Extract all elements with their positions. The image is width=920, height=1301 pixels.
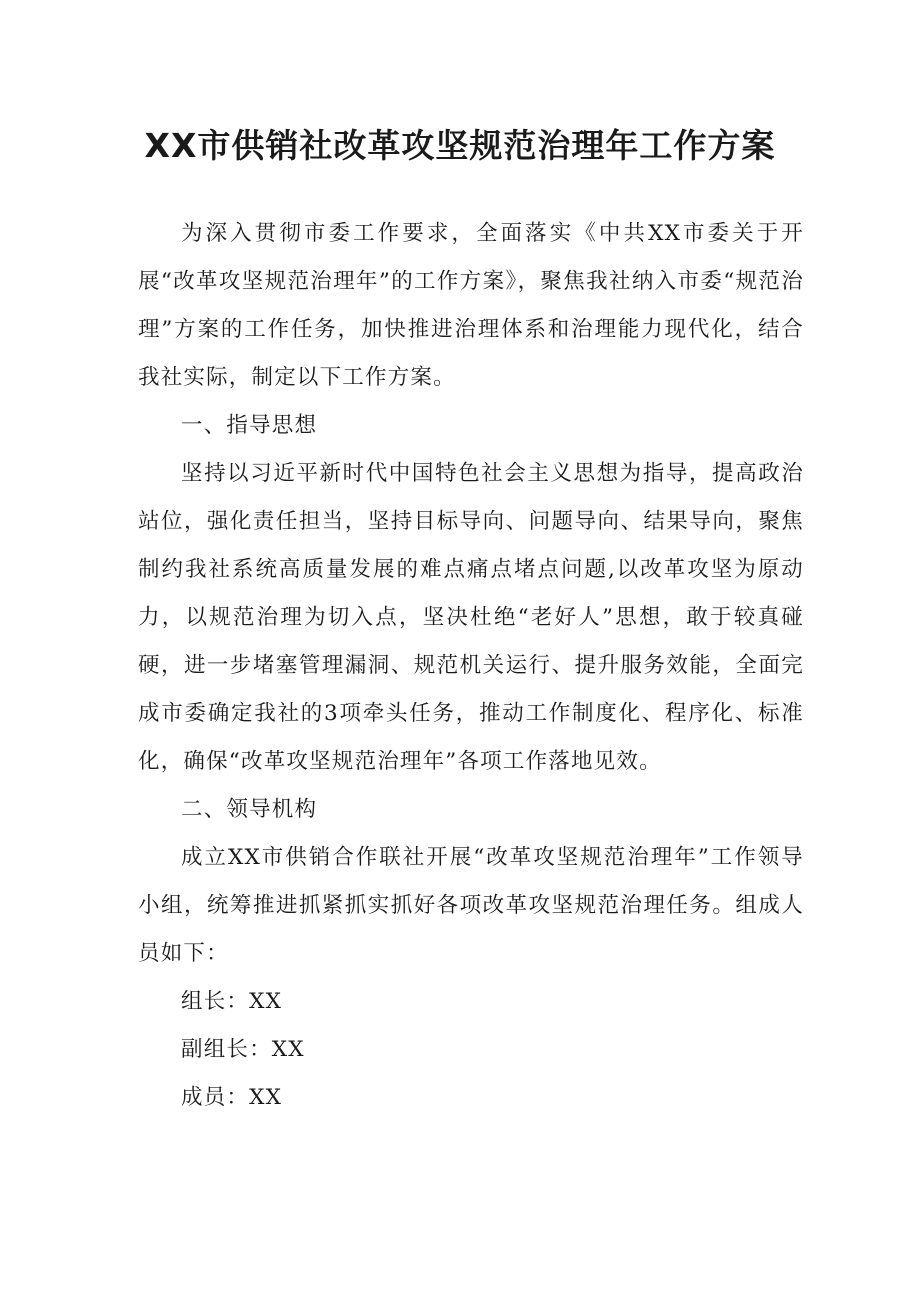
leader-line: 组长：XX bbox=[181, 989, 283, 1014]
intro-paragraph: 为深入贯彻市委工作要求，全面落实《中共XX市委关于开展“改革攻坚规范治理年”的工作方案》，聚焦我社纳入市委“规范治理”方案的工作任务，加快推进治理体系和治理能力现代化，结合我社实际，制定以下工作方案。 bbox=[138, 221, 804, 390]
document-body bbox=[138, 210, 804, 1122]
document-title: XX市供销社改革攻坚规范治理年工作方案 bbox=[144, 126, 776, 165]
guiding-ideology-paragraph: 坚持以习近平新时代中国特色社会主义思想为指导，提高政治站位，强化责任担当，坚持目标导向、问题导向、结果导向，聚焦制约我社系统高质量发展的难点痛点堵点问题,以改革攻坚为原动力，以规范治理为切入点，坚决杜绝“老好人”思想，敢于较真碰硬，进一步堵塞管理漏洞、规范机关运行、提升服务效能，全面完成市委确定我社的3项牵头任务，推动工作制度化、程序化、标准化，确保“改革攻坚规范治理年”各项工作落地见效。 bbox=[138, 461, 804, 774]
section-heading-leadership: 二、领导机构 bbox=[181, 797, 318, 822]
section-heading-guiding-ideology: 一、指导思想 bbox=[181, 413, 318, 438]
deputy-leader-line: 副组长：XX bbox=[181, 1037, 305, 1062]
members-line: 成员：XX bbox=[181, 1085, 283, 1110]
leadership-paragraph: 成立XX市供销合作联社开展“改革攻坚规范治理年”工作领导小组，统筹推进抓紧抓实抓好各项改革攻坚规范治理任务。组成人员如下： bbox=[138, 845, 804, 966]
